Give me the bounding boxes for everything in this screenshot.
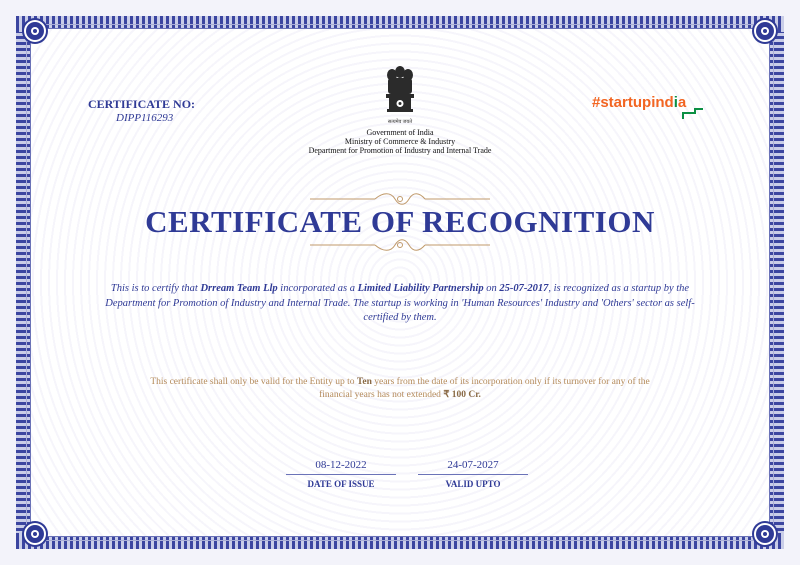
validity-years: Ten xyxy=(356,377,372,387)
incorporation-date: 25-07-2017 xyxy=(499,283,549,294)
recognition-statement xyxy=(88,282,712,326)
validity-text: years from the date of its incorporation only if its turnover for any of the financial years has not extended xyxy=(319,377,650,400)
certificate-number-value: DIPP116293 xyxy=(116,112,174,124)
logo-ind: ind xyxy=(651,94,674,111)
signature-line xyxy=(418,474,528,475)
corner-ornament-icon xyxy=(26,525,44,543)
statement-text: incorporated as a xyxy=(277,283,358,294)
entity-type: Limited Liability Partnership xyxy=(357,283,484,294)
logo-swoosh-icon xyxy=(682,108,704,120)
startupindia-logo xyxy=(592,94,686,111)
valid-upto-block xyxy=(418,459,528,489)
signature-line xyxy=(286,474,396,475)
government-block xyxy=(200,128,600,155)
national-emblem-icon xyxy=(376,62,424,120)
certificate-title: CERTIFICATE OF RECOGNITION xyxy=(145,204,655,239)
gov-line-2: Ministry of Commerce & Industry xyxy=(344,137,456,146)
valid-upto-label: VALID UPTO xyxy=(445,479,501,489)
statement-text: on xyxy=(483,283,500,294)
logo-startup: startup xyxy=(600,94,652,111)
validity-text: This certificate shall only be valid for the Entity up to xyxy=(150,377,357,387)
logo-hash: # xyxy=(592,94,601,111)
date-of-issue-block xyxy=(286,459,396,489)
statement-text: This is to certify that xyxy=(110,283,201,294)
valid-upto-value: 24-07-2027 xyxy=(447,459,499,471)
logo-i: i xyxy=(673,94,678,111)
gov-line-1: Government of India xyxy=(366,128,434,137)
certificate-number-label: CERTIFICATE NO: xyxy=(88,97,196,111)
date-of-issue-label: DATE OF ISSUE xyxy=(307,479,375,489)
title-ornament-bottom-icon xyxy=(305,238,495,252)
date-of-issue-value: 08-12-2022 xyxy=(315,459,367,471)
logo-a: a xyxy=(677,94,687,111)
gov-line-3: Department for Promotion of Industry and Internal Trade xyxy=(308,146,492,155)
statement-text: , is recognized as a startup by the Department for Promotion of Industry and Internal Trade. The startup is working in 'Human Resources' Industry and 'Others' sector as self-certified by them. xyxy=(105,283,695,323)
emblem-motto: सत्यमेव जयते xyxy=(387,120,413,125)
corner-ornament-icon xyxy=(756,22,774,40)
turnover-limit: ₹ 100 Cr. xyxy=(443,390,481,400)
corner-ornament-icon xyxy=(26,22,44,40)
corner-ornament-icon xyxy=(756,525,774,543)
entity-name: Drream Team Llp xyxy=(200,283,278,294)
validity-note xyxy=(150,376,650,402)
